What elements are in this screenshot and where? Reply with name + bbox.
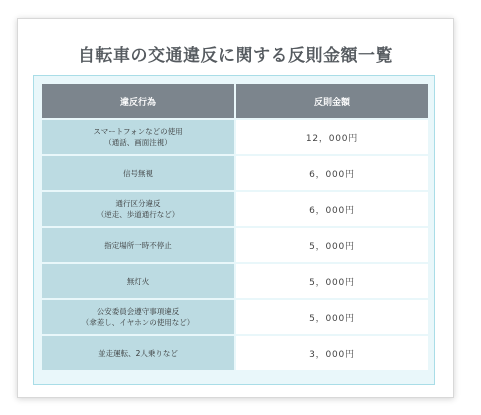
page-title: 自転車の交通違反に関する反則金額一覧 <box>78 46 393 66</box>
table-row <box>42 192 428 226</box>
table-row <box>42 300 428 334</box>
violation-cell <box>42 156 234 190</box>
amount-cell: 6，000円 <box>236 156 428 190</box>
table-row <box>42 120 428 154</box>
amount-cell: 5，000円 <box>236 228 428 262</box>
violation-note: （傘差し、イヤホンの使用など） <box>81 318 195 327</box>
table-row <box>42 156 428 190</box>
violation-cell <box>42 228 234 262</box>
violation-text: 信号無視 <box>123 168 153 178</box>
violation-text: 指定場所一時不停止 <box>104 240 172 250</box>
amount-cell: 5，000円 <box>236 264 428 298</box>
violation-text: 並走運転、2人乗りなど <box>98 348 178 358</box>
violation-note: （通話、画面注視） <box>104 138 172 147</box>
violation-cell <box>42 120 234 154</box>
amount-cell: 6，000円 <box>236 192 428 226</box>
violation-cell <box>42 336 234 370</box>
violation-text: 公安委員会遵守事項違反 <box>96 307 180 316</box>
violation-cell <box>42 264 234 298</box>
card-frame <box>17 18 454 398</box>
header-violation: 違反行為 <box>42 84 234 118</box>
fine-table-container <box>33 75 435 385</box>
amount-cell: 5，000円 <box>236 300 428 334</box>
violation-text: スマートフォンなどの使用 <box>93 127 183 136</box>
violation-note: （逆走、歩道通行など） <box>96 210 180 219</box>
violation-text: 無灯火 <box>126 276 150 286</box>
table-header-row <box>42 84 428 118</box>
violation-text: 通行区分違反 <box>115 199 161 208</box>
violation-cell <box>42 192 234 226</box>
fine-table <box>40 82 430 372</box>
violation-cell <box>42 300 234 334</box>
table-row <box>42 264 428 298</box>
table-row <box>42 228 428 262</box>
table-row <box>42 336 428 370</box>
header-amount: 反則金額 <box>236 84 428 118</box>
amount-cell: 3，000円 <box>236 336 428 370</box>
amount-cell: 12，000円 <box>236 120 428 154</box>
